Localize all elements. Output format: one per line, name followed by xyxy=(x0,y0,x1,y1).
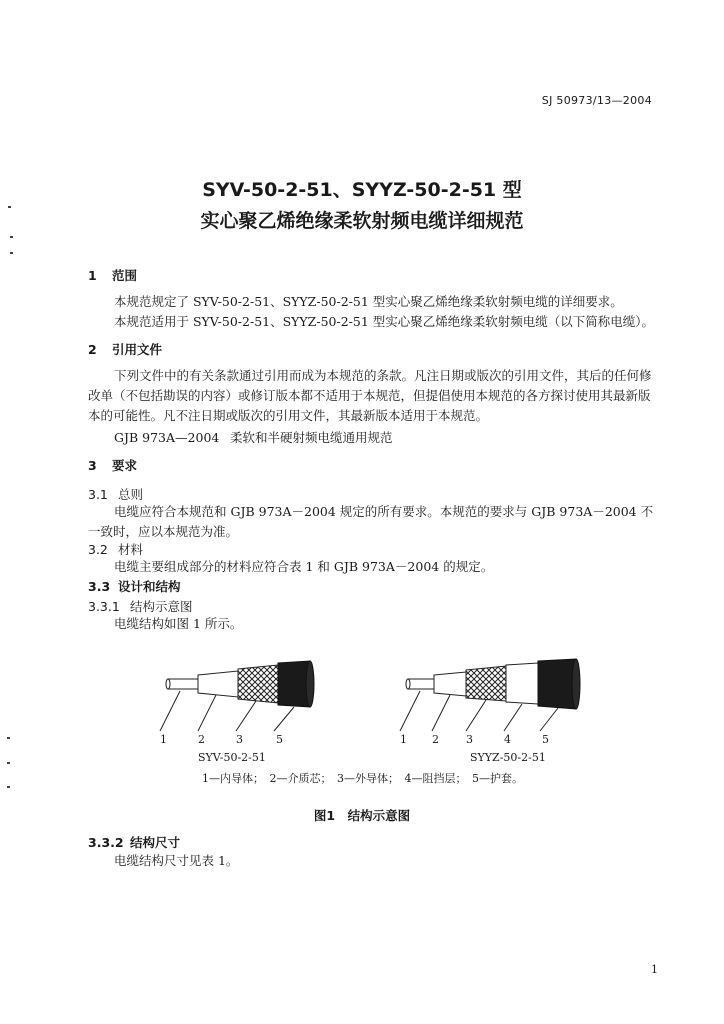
scan-mark xyxy=(7,786,10,788)
section-title: 范围 xyxy=(112,268,138,283)
inner-conductor-end xyxy=(166,679,170,689)
section-3-2-heading xyxy=(88,540,143,558)
paragraph: 电缆应符合本规范和 GJB 973A－2004 规定的所有要求。本规范的要求与 GJB 973A－2004 不一致时，应以本规范为准。 xyxy=(88,504,654,539)
leader-line xyxy=(198,695,216,731)
paragraph: 电缆主要组成部分的材料应符合表 1 和 GJB 973A－2004 的规定。 xyxy=(114,559,494,574)
paragraph: 下列文件中的有关条款通过引用而成为本规范的条款。凡注日期或版次的引用文件，其后的任何修改单（不包括勘误的内容）或修订版本都不适用于本规范，但提倡使用本规范的各方探讨使用其最新版本的可能性。凡不注日期或版次的引用文件，其最新版本适用于本规范。 xyxy=(88,368,652,423)
jacket-end xyxy=(306,661,314,707)
page-number: 1 xyxy=(651,963,658,976)
inner-conductor-end xyxy=(406,679,410,689)
section-3-3-1-heading xyxy=(88,597,193,615)
section-title: 引用文件 xyxy=(112,342,163,357)
paragraph: 本规范适用于 SYV-50-2-51、SYYZ-50-2-51 型实心聚乙烯绝缘柔软射频电缆（以下简称电缆）。 xyxy=(114,314,655,329)
jacket-end xyxy=(572,659,580,709)
reference-title: 柔软和半硬射频电缆通用规范 xyxy=(230,430,393,445)
part-label: 5 xyxy=(542,733,549,746)
section-title: 材料 xyxy=(118,542,144,557)
section-number: 3.1 xyxy=(88,487,108,502)
leader-line xyxy=(274,707,294,731)
part-label: 3 xyxy=(236,733,243,746)
section-number: 3.3.2 xyxy=(88,835,124,850)
document-title-line1: SYV-50-2-51、SYYZ-50-2-51 型 xyxy=(202,179,522,201)
part-label: 2 xyxy=(198,733,205,746)
section-title: 结构尺寸 xyxy=(130,835,181,850)
figure-caption-right: SYYZ-50-2-51 xyxy=(470,751,546,764)
leader-line xyxy=(504,704,522,731)
leader-line xyxy=(432,695,450,731)
leader-line xyxy=(466,700,486,731)
section-number: 1 xyxy=(88,268,97,283)
scan-mark xyxy=(8,206,11,208)
section-number: 3 xyxy=(88,458,97,473)
section-2-heading xyxy=(88,340,162,358)
part-label: 1 xyxy=(400,733,407,746)
figure-legend: 1—内导体； 2—介质芯； 3—外导体； 4—阻挡层； 5—护套。 xyxy=(202,772,523,785)
part-label: 5 xyxy=(276,733,283,746)
paragraph: 电缆结构尺寸见表 1。 xyxy=(114,853,239,868)
dielectric-shape xyxy=(198,671,238,697)
section-number: 3.3 xyxy=(88,579,111,594)
section-title: 要求 xyxy=(112,458,138,473)
cable-structure-figure xyxy=(150,655,590,755)
section-title: 结构示意图 xyxy=(130,599,193,614)
barrier-layer-shape xyxy=(506,663,538,704)
leader-line xyxy=(540,708,558,731)
document-title-line2: 实心聚乙烯绝缘柔软射频电缆详细规范 xyxy=(200,210,524,232)
scan-mark xyxy=(10,236,13,238)
section-title: 总则 xyxy=(118,487,144,502)
section-3-3-heading xyxy=(88,577,181,595)
section-3-1-heading xyxy=(88,485,143,503)
part-label: 4 xyxy=(504,733,511,746)
scan-mark xyxy=(10,252,13,254)
outer-conductor-shape xyxy=(238,665,278,703)
cable-syyz-drawing xyxy=(400,659,580,731)
paragraph: 电缆结构如图 1 所示。 xyxy=(114,616,243,631)
outer-conductor-shape xyxy=(466,666,506,701)
part-label: 1 xyxy=(160,733,167,746)
section-number: 3.2 xyxy=(88,542,108,557)
leader-line xyxy=(400,691,420,731)
leader-line xyxy=(236,701,256,731)
dielectric-shape xyxy=(434,672,466,696)
figure-label: 图1 结构示意图 xyxy=(313,808,411,823)
part-label: 3 xyxy=(466,733,473,746)
scan-mark xyxy=(7,762,10,764)
leader-line xyxy=(160,691,180,731)
figure-caption-left: SYV-50-2-51 xyxy=(198,751,266,764)
inner-conductor-shape xyxy=(408,679,434,689)
section-1-heading xyxy=(88,266,137,284)
jacket-shape xyxy=(538,659,576,709)
section-number: 2 xyxy=(88,342,97,357)
section-title: 设计和结构 xyxy=(118,579,181,594)
section-number: 3.3.1 xyxy=(88,599,120,614)
reference-code: GJB 973A—2004 xyxy=(114,430,220,445)
paragraph: 本规范规定了 SYV-50-2-51、SYYZ-50-2-51 型实心聚乙烯绝缘柔软射频电缆的详细要求。 xyxy=(114,294,623,309)
reference-entry xyxy=(114,428,393,448)
jacket-shape xyxy=(278,661,310,707)
inner-conductor-shape xyxy=(168,679,198,689)
scan-mark xyxy=(7,737,10,739)
cable-syv-drawing xyxy=(160,661,314,731)
part-label: 2 xyxy=(432,733,439,746)
section-3-heading xyxy=(88,456,137,474)
section-3-3-2-heading xyxy=(88,833,180,851)
standard-code: SJ 50973/13—2004 xyxy=(541,94,652,107)
